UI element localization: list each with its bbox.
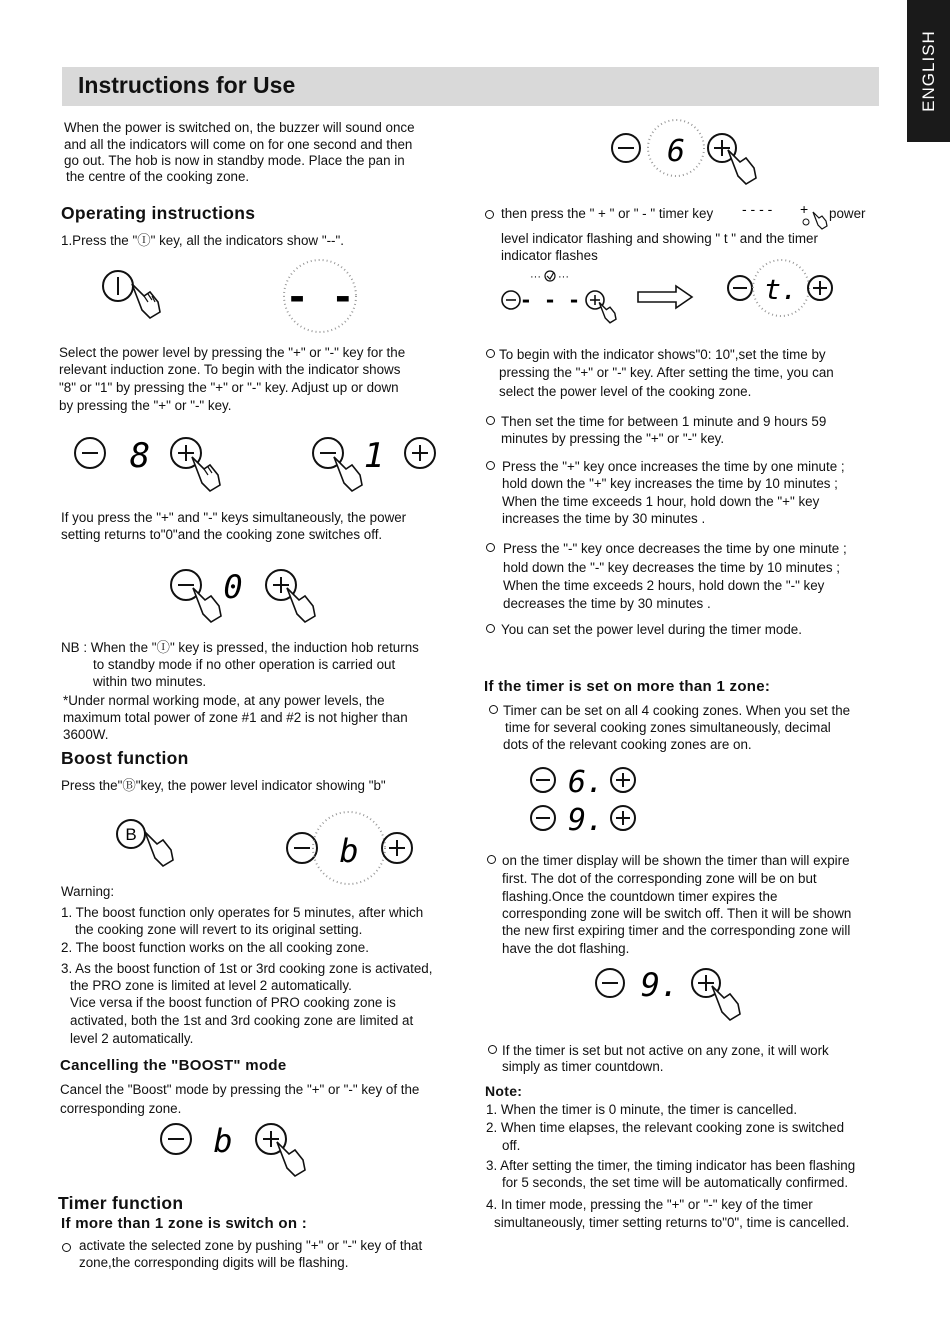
then-press-line-1: level indicator flashing and showing " t " and the timer [501, 231, 818, 246]
then-press-a: then press the " + " or " - " timer key [501, 206, 714, 221]
timer-t-display [725, 253, 845, 323]
plus-line-3: When the time exceeds 1 hour, hold down the "+" key [502, 494, 820, 509]
warning-2: 2. The boost function works on the all cooking zone. [61, 940, 369, 955]
bullet [485, 210, 494, 219]
then-press-line-2: indicator flashes [501, 248, 598, 263]
bullet [487, 855, 496, 864]
svg-text:b: b [339, 832, 359, 870]
warning-3-a: 3. As the boost function of 1st or 3rd cooking zone is activated, [61, 961, 433, 976]
then-press-b: power [829, 206, 866, 221]
top-display-6 [610, 118, 770, 188]
set-time-line-2: minutes by pressing the "+" or "-" key. [501, 431, 725, 446]
bullet [489, 705, 498, 714]
svg-text:6: 6 [666, 134, 686, 169]
svg-text:···: ··· [558, 271, 569, 283]
timer-heading: Timer function [58, 1193, 184, 1213]
minus-line-2: hold down the "-" key decreases the time by 10 minutes ; [503, 560, 841, 575]
power-during-line: You can set the power level during the timer mode. [501, 622, 802, 637]
simul-line-1: If you press the "+" and "-" keys simultaneously, the power [61, 510, 407, 525]
svg-text:8: 8 [129, 436, 151, 476]
svg-text:- - -: - - - [519, 288, 581, 312]
boost-key-icon [115, 818, 195, 878]
svg-text:0: 0 [223, 568, 243, 606]
bullet [486, 349, 495, 358]
nb-line-1: NB : When the "Ⓘ" key is pressed, the induction hob returns [61, 640, 419, 655]
nb-line-3: within two minutes. [93, 674, 207, 689]
intro-line-1: When the power is switched on, the buzzer will sound once [64, 120, 415, 135]
select-line-1: Select the power level by pressing the "+" or "-" key for the [59, 345, 406, 360]
control-level-8 [72, 435, 232, 495]
display-line-2: first. The dot of the corresponding zone will be on but [502, 871, 817, 886]
svg-text:9.: 9. [567, 803, 605, 838]
multi-heading: If the timer is set on more than 1 zone: [484, 678, 771, 695]
control-level-0 [169, 568, 329, 634]
note-1: 1. When the timer is 0 minute, the timer is cancelled. [486, 1102, 798, 1117]
warning-1-a: 1. The boost function only operates for 5 minutes, after which [61, 905, 424, 920]
svg-text:- - - -: - - - - [742, 201, 773, 217]
warning-3-e: level 2 automatically. [70, 1031, 194, 1046]
normal-line-3: 3600W. [63, 727, 109, 742]
display-line-4: corresponding zone will be switch off. Then it will be shown [502, 906, 852, 921]
intro-line-3: go out. The hob is now in standby mode. Place the pan in [64, 153, 405, 168]
operating-step-1: 1.Press the "Ⓘ" key, all the indicators show "--". [61, 233, 344, 248]
svg-text:···: ··· [530, 271, 541, 283]
display-line-5: the new first expiring timer and the corresponding zone will [502, 923, 851, 938]
activate-line-2: zone,the corresponding digits will be flashing. [79, 1255, 349, 1270]
svg-text:B: B [125, 825, 137, 844]
warning-3-b: the PRO zone is limited at level 2 automatically. [70, 978, 352, 993]
standby-display [278, 258, 368, 338]
multi-display-9 [530, 802, 650, 838]
warning-1-b: the cooking zone will revert to its original setting. [75, 922, 363, 937]
multi-line-1: Timer can be set on all 4 cooking zones. When you set the [503, 703, 851, 718]
begin-line-1: To begin with the indicator shows"0: 10",set the time by [499, 347, 826, 362]
warning-3-c: Vice versa if the boost function of PRO cooking zone is [70, 995, 396, 1010]
cancel-heading: Cancelling the "BOOST" mode [60, 1057, 287, 1074]
warning-3-d: activated, both the 1st and 3rd cooking zone are limited at [70, 1013, 414, 1028]
not-active-line-1: If the timer is set but not active on any zone, it will work [502, 1043, 829, 1058]
note-4-b: simultaneously, timer setting returns to"0", time is cancelled. [494, 1215, 850, 1230]
title-bar [62, 67, 879, 106]
minus-line-3: When the time exceeds 2 hours, hold down the "-" key [503, 578, 825, 593]
activate-line-1: activate the selected zone by pushing "+" or "-" key of that [79, 1238, 423, 1253]
display-line-6: have the dot flashing. [502, 941, 630, 956]
begin-line-3: select the power level of the cooking zone. [499, 384, 752, 399]
cancel-line-2: corresponding zone. [60, 1101, 182, 1116]
bullet [486, 416, 495, 425]
svg-text:6.: 6. [567, 765, 605, 800]
minus-line-1: Press the "-" key once decreases the time by one minute ; [503, 541, 847, 556]
note-2-b: off. [502, 1138, 521, 1153]
normal-line-2: maximum total power of zone #1 and #2 is not higher than [63, 710, 408, 725]
standby-digits: - - [285, 275, 355, 319]
control-level-1 [310, 435, 450, 495]
language-tab: ENGLISH [907, 0, 950, 142]
intro-line-2: and all the indicators will come on for one second and then [64, 137, 413, 152]
multi-display-6 [530, 764, 650, 800]
nb-line-2: to standby mode if no other operation is carried out [93, 657, 396, 672]
cancel-display [159, 1122, 319, 1188]
plus-line-2: hold down the "+" key increases the time by 10 minutes ; [502, 476, 838, 491]
warning-label: Warning: [61, 884, 115, 899]
bullet [62, 1243, 71, 1252]
not-active-line-2: simply as timer countdown. [502, 1059, 664, 1074]
page-title: Instructions for Use [78, 72, 296, 98]
note-3-b: for 5 seconds, the set time will be automatically confirmed. [502, 1175, 849, 1190]
timer-sub-heading: If more than 1 zone is switch on : [61, 1215, 308, 1232]
plus-line-1: Press the "+" key once increases the time by one minute ; [502, 459, 845, 474]
note-2-a: 2. When time elapses, the relevant cooking zone is switched [486, 1120, 845, 1135]
set-time-line-1: Then set the time for between 1 minute and 9 hours 59 [501, 414, 827, 429]
arrow-right-icon [636, 284, 696, 314]
expire-display-9 [594, 966, 754, 1026]
display-line-1: on the timer display will be shown the timer than will expire [502, 853, 850, 868]
multi-line-3: dots of the relevant cooking zones are on. [503, 737, 752, 752]
note-heading: Note: [485, 1083, 523, 1099]
intro-line-4: the centre of the cooking zone. [66, 169, 250, 184]
select-line-3: "8" or "1" by pressing the "+" or "-" key. Adjust up or down [59, 380, 399, 395]
cancel-line-1: Cancel the "Boost" mode by pressing the "+" or "-" key of the [60, 1082, 420, 1097]
note-3-a: 3. After setting the timer, the timing indicator has been flashing [486, 1158, 856, 1173]
display-line-3: flashing.Once the countdown timer expires the [502, 889, 778, 904]
simul-line-2: setting returns to"0"and the cooking zone switches off. [61, 527, 383, 542]
select-line-2: relevant induction zone. To begin with the indicator shows [59, 362, 401, 377]
operating-heading: Operating instructions [61, 203, 256, 223]
svg-text:9.: 9. [640, 966, 680, 1004]
timer-key-icon [742, 200, 832, 230]
multi-line-2: time for several cooking zones simultaneously, decimal [505, 720, 831, 735]
bullet [486, 624, 495, 633]
boost-heading: Boost function [61, 748, 189, 768]
bullet [486, 461, 495, 470]
normal-line-1: *Under normal working mode, at any power levels, the [63, 693, 385, 708]
boost-press-line: Press the"Ⓑ"key, the power level indicator showing "b" [61, 778, 386, 793]
boost-display [285, 810, 425, 890]
svg-text:t.: t. [764, 273, 798, 306]
power-key-icon [100, 268, 180, 328]
note-4-a: 4. In timer mode, pressing the "+" or "-" key of the timer [486, 1197, 813, 1212]
begin-line-2: pressing the "+" or "-" key. After setting the time, you can [499, 365, 834, 380]
svg-text:b: b [213, 1122, 233, 1160]
svg-text:+: + [800, 201, 809, 217]
plus-line-4: increases the time by 30 minutes . [502, 511, 706, 526]
svg-text:1: 1 [363, 436, 385, 476]
bullet [488, 1045, 497, 1054]
timer-dash-display [500, 268, 640, 328]
select-line-4: by pressing the "+" or "-" key. [59, 398, 232, 413]
minus-line-4: decreases the time by 30 minutes . [503, 596, 711, 611]
bullet [486, 543, 495, 552]
